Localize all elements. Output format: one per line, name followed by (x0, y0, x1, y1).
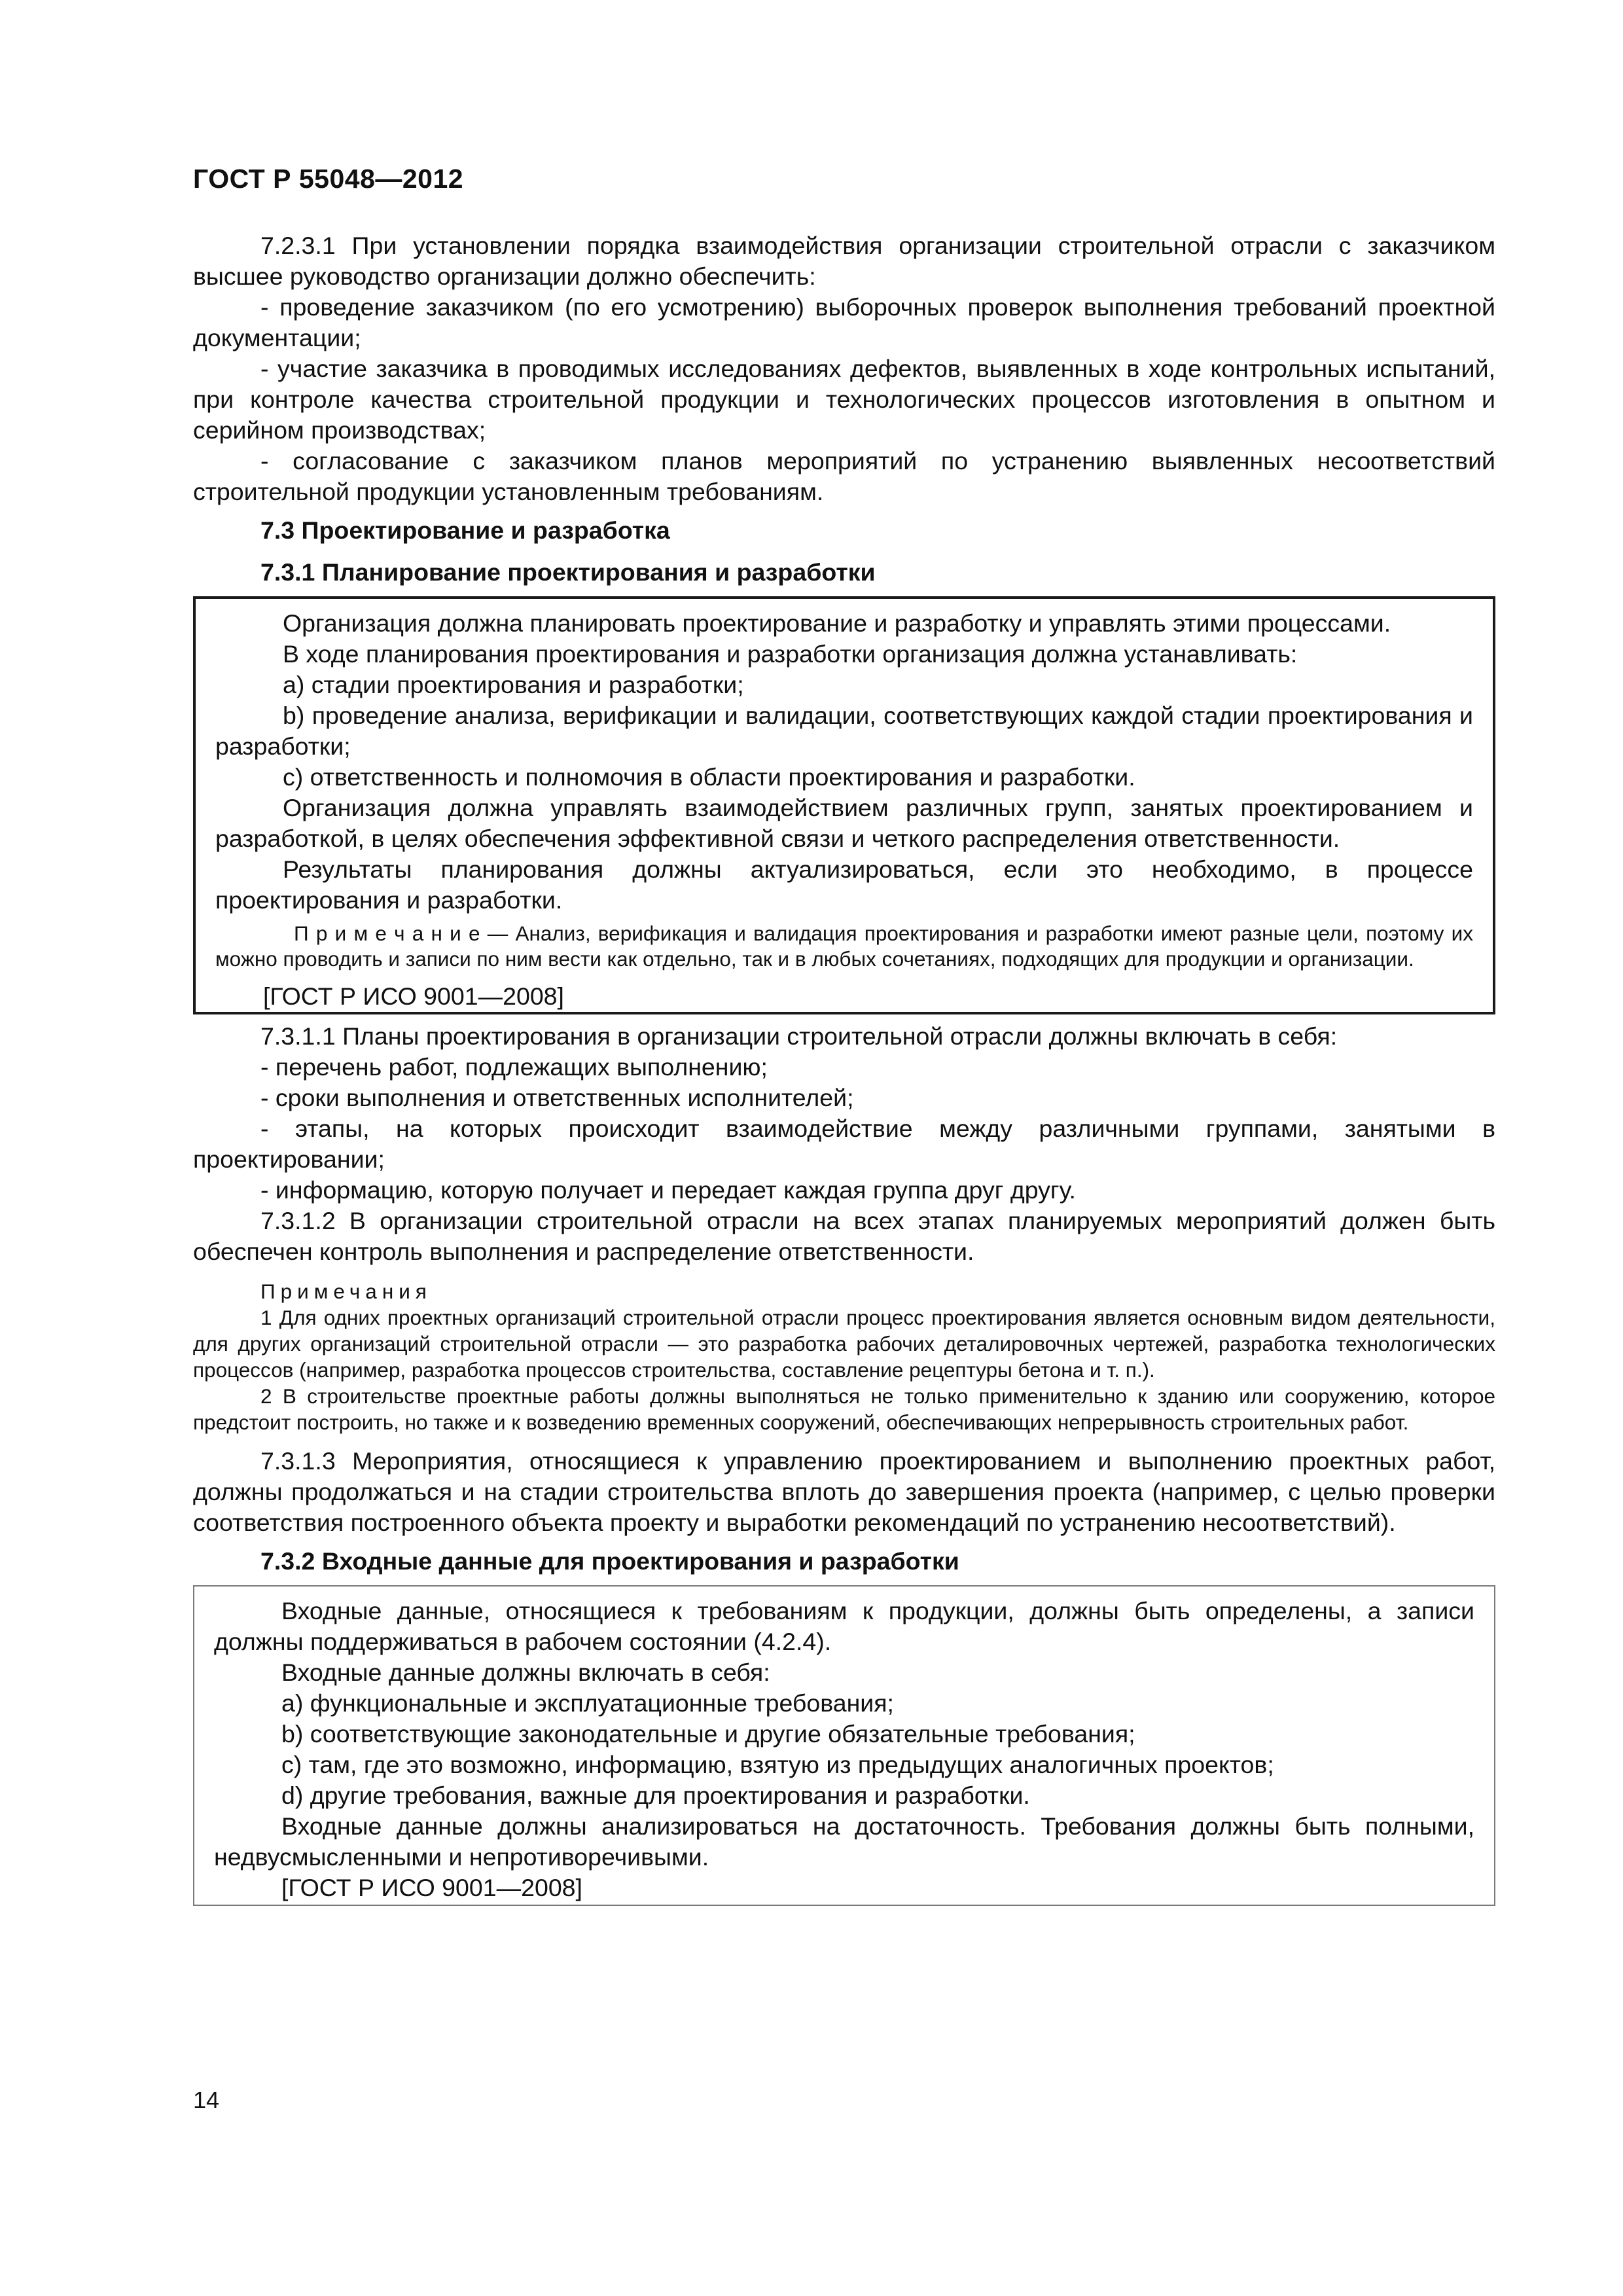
list-item: - проведение заказчиком (по его усмотрению) выборочных проверок выполнения требований проектной документации; (193, 293, 1495, 351)
box-note (215, 921, 1473, 972)
box-paragraph: Входные данные должны анализироваться на достаточность. Требования должны быть полными, недвусмысленными и непротиворечивыми. (214, 1812, 1474, 1871)
standard-reference: [ГОСТ Р ИСО 9001—2008] (263, 982, 564, 1010)
clause-7-3-1-1: 7.3.1.1 Планы проектирования в организации строительной отрасли должны включать в себя: (260, 1022, 1338, 1050)
list-item: b) соответствующие законодательные и другие обязательные требования; (281, 1720, 1135, 1748)
note-item: 1 Для одних проектных организаций строительной отрасли процесс проектирования является основным видом деятельности, для других организаций строительной отрасли — это разработка рабочих деталировочных чертежей, разработка технологических процессов (например, разработка процессов строительства, составление рецептуры бетона и т. п.). (193, 1306, 1495, 1382)
notes-label: Примечания (260, 1280, 432, 1303)
list-item: c) ответственность и полномочия в области проектирования и разработки. (283, 763, 1135, 791)
document-body (193, 230, 1495, 1912)
list-item: a) стадии проектирования и разработки; (283, 671, 744, 698)
list-item: c) там, где это возможно, информацию, взятую из предыдущих аналогичных проектов; (281, 1751, 1274, 1778)
list-item: - информацию, которую получает и передает каждая группа друг другу. (260, 1176, 1076, 1204)
standard-reference: [ГОСТ Р ИСО 9001—2008] (281, 1874, 582, 1901)
clause-7-3-1-2: 7.3.1.2 В организации строительной отрасли на всех этапах планируемых мероприятий должен быть обеспечен контроль выполнения и распределение ответственности. (193, 1207, 1495, 1265)
box-paragraph: В ходе планирования проектирования и разработки организация должна устанавливать: (283, 640, 1298, 668)
quoted-standard-box (193, 1585, 1495, 1906)
list-item: b) проведение анализа, верификации и валидации, соответствующих каждой стадии проектирования и разработки; (215, 702, 1473, 760)
note-label: П р и м е ч а н и е (294, 922, 480, 945)
clause-7-3-1-3: 7.3.1.3 Мероприятия, относящиеся к управлению проектированием и выполнению проектных работ, должны продолжаться и на стадии строительства вплоть до завершения проекта (например, с целью проверки соответствия построенного объекта проекту и выработки рекомендаций по устранению несоответствий). (193, 1447, 1495, 1536)
box-paragraph: Организация должна управлять взаимодействием различных групп, занятых проектированием и разработкой, в целях обеспечения эффективной связи и четкого распределения ответственности. (215, 794, 1473, 852)
list-item: d) другие требования, важные для проектирования и разработки. (281, 1782, 1030, 1809)
box-paragraph: Результаты планирования должны актуализироваться, если это необходимо, в процессе проектирования и разработки. (215, 855, 1473, 914)
clause-7-2-3-1: 7.2.3.1 При установлении порядка взаимодействия организации строительной отрасли с заказчиком высшее руководство организации должно обеспечить: (193, 232, 1495, 290)
section-heading-7-3-2: 7.3.2 Входные данные для проектирования и разработки (260, 1547, 959, 1575)
list-item: - этапы, на которых происходит взаимодействие между различными группами, занятыми в проектировании; (193, 1115, 1495, 1173)
section-heading-7-3-1: 7.3.1 Планирование проектирования и разработки (260, 558, 876, 586)
box-paragraph: Организация должна планировать проектирование и разработку и управлять этими процессами. (283, 609, 1391, 637)
document-header: ГОСТ Р 55048—2012 (193, 164, 464, 194)
box-paragraph: Входные данные должны включать в себя: (281, 1659, 770, 1686)
quoted-standard-box (193, 596, 1495, 1014)
note-text: — Анализ, верификация и валидация проектирования и разработки имеют разные цели, поэтому их можно проводить и записи по ним вести как отдельно, так и в любых сочетаниях, подходящих для продукции и организации. (215, 922, 1473, 971)
box-paragraph: Входные данные, относящиеся к требованиям к продукции, должны быть определены, а записи должны поддерживаться в рабочем состоянии (4.2.4). (214, 1597, 1474, 1655)
list-item: a) функциональные и эксплуатационные требования; (281, 1689, 894, 1717)
list-item: - сроки выполнения и ответственных исполнителей; (260, 1084, 854, 1111)
page-number: 14 (193, 2087, 220, 2113)
list-item: - участие заказчика в проводимых исследованиях дефектов, выявленных в ходе контрольных испытаний, при контроле качества строительной продукции и технологических процессов изготовления в опытном и серийном производствах; (193, 355, 1495, 444)
list-item: - перечень работ, подлежащих выполнению; (260, 1053, 768, 1081)
list-item: - согласование с заказчиком планов мероприятий по устранению выявленных несоответствий строительной продукции установленным требованиям. (193, 447, 1495, 505)
note-item: 2 В строительстве проектные работы должны выполняться не только применительно к зданию или сооружению, которое предстоит построить, но также и к возведению временных сооружений, обеспечивающих непрерывность строительных работ. (193, 1384, 1495, 1434)
section-heading-7-3: 7.3 Проектирование и разработка (260, 516, 670, 544)
